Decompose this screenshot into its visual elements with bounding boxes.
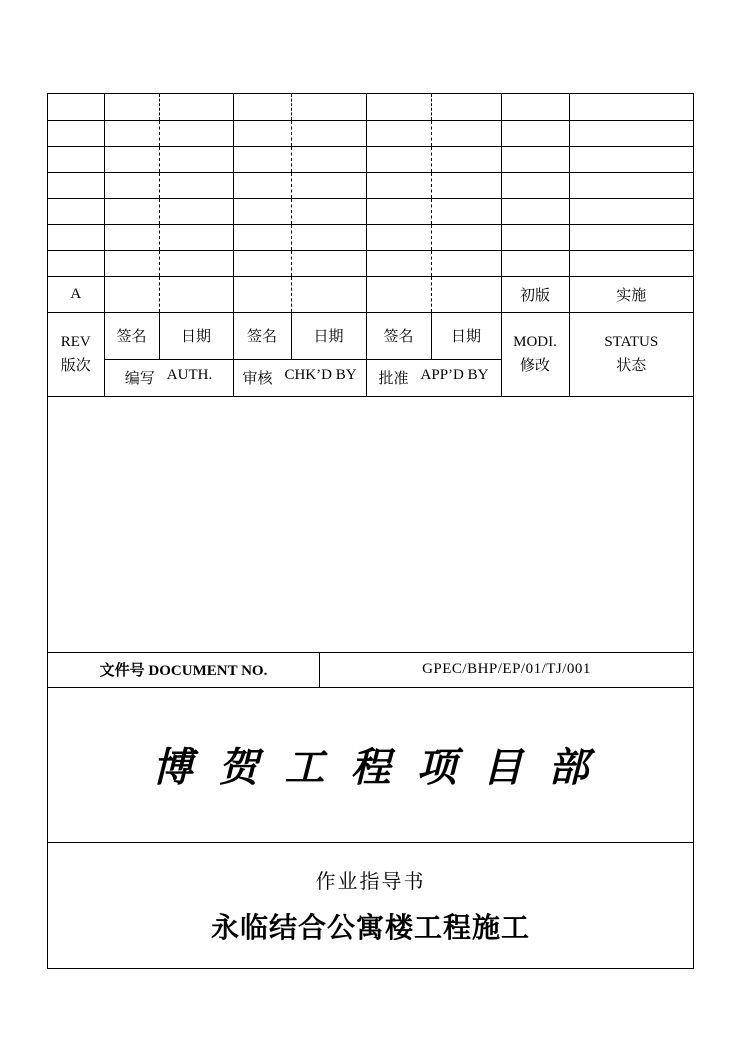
sign-header: 签名: [233, 312, 291, 359]
cover-sheet-frame: [47, 93, 694, 969]
empty-cell: [501, 198, 569, 224]
document-no-value: GPEC/BHP/EP/01/TJ/001: [422, 661, 591, 677]
empty-cell: [501, 224, 569, 250]
sign-header: 签名: [104, 312, 159, 359]
empty-cell: [233, 198, 291, 224]
date-header: 日期: [291, 312, 366, 359]
empty-cell: [291, 224, 366, 250]
empty-cell: [104, 224, 159, 250]
checker-label-en: CHK’D BY: [284, 367, 357, 383]
status-header-cell: [569, 312, 693, 396]
empty-cell: [501, 94, 569, 120]
empty-cell: [233, 146, 291, 172]
empty-revision-row: [48, 94, 693, 120]
empty-cell: [159, 172, 233, 198]
modi-header-cell: [501, 312, 569, 396]
status-label-en: STATUS: [604, 333, 659, 350]
empty-cell: [159, 276, 233, 312]
date-header: 日期: [431, 312, 501, 359]
empty-revision-rows: [48, 94, 693, 276]
empty-cell: [291, 172, 366, 198]
empty-cell: [569, 250, 693, 276]
modi-value-cell: 初版: [501, 276, 569, 312]
empty-cell: [569, 120, 693, 146]
empty-cell: [159, 94, 233, 120]
checker-header-cell: [233, 359, 366, 396]
empty-cell: [291, 94, 366, 120]
empty-cell: [431, 120, 501, 146]
blank-area: [48, 397, 693, 653]
empty-cell: [431, 146, 501, 172]
empty-cell: [569, 94, 693, 120]
empty-cell: [104, 120, 159, 146]
empty-cell: [48, 172, 104, 198]
document-no-label: 文件号 DOCUMENT NO.: [48, 653, 320, 687]
empty-cell: [501, 146, 569, 172]
document-subtitle: 作业指导书: [315, 870, 426, 893]
empty-cell: [291, 276, 366, 312]
author-header-cell: [104, 359, 233, 396]
empty-cell: [569, 198, 693, 224]
sign-header: 签名: [366, 312, 431, 359]
status-label-cn: 状态: [616, 357, 647, 374]
empty-cell: [431, 250, 501, 276]
empty-cell: [48, 224, 104, 250]
empty-cell: [159, 146, 233, 172]
empty-cell: [366, 172, 431, 198]
empty-cell: [431, 224, 501, 250]
document-no-row: [48, 653, 693, 688]
modi-label-cn: 修改: [519, 357, 550, 374]
empty-cell: [159, 198, 233, 224]
revision-table: [48, 94, 693, 397]
empty-revision-row: [48, 198, 693, 224]
empty-cell: [366, 146, 431, 172]
empty-revision-row: [48, 120, 693, 146]
revision-table-body: [48, 276, 693, 396]
empty-cell: [366, 276, 431, 312]
empty-cell: [291, 198, 366, 224]
empty-cell: [569, 146, 693, 172]
empty-cell: [159, 250, 233, 276]
date-header: 日期: [159, 312, 233, 359]
empty-cell: [291, 120, 366, 146]
author-label-cn: 编写: [124, 371, 155, 387]
empty-cell: [104, 172, 159, 198]
empty-cell: [48, 198, 104, 224]
empty-cell: [233, 120, 291, 146]
empty-cell: [233, 250, 291, 276]
rev-label-en: REV: [60, 333, 91, 350]
empty-cell: [104, 276, 159, 312]
empty-cell: [501, 172, 569, 198]
empty-cell: [431, 198, 501, 224]
empty-cell: [48, 94, 104, 120]
empty-cell: [48, 250, 104, 276]
checker-label-cn: 审核: [242, 371, 273, 387]
empty-revision-row: [48, 172, 693, 198]
empty-cell: [431, 94, 501, 120]
approver-label-en: APP’D BY: [420, 367, 489, 383]
revision-header-row-1: [48, 312, 693, 359]
approver-label-cn: 批准: [378, 371, 409, 387]
rev-value-cell: A: [48, 276, 104, 312]
empty-cell: [104, 94, 159, 120]
approver-header-cell: [366, 359, 501, 396]
document-title: 永临结合公寓楼工程施工: [210, 911, 530, 943]
empty-cell: [501, 250, 569, 276]
empty-cell: [233, 276, 291, 312]
empty-revision-row: [48, 250, 693, 276]
empty-cell: [104, 250, 159, 276]
empty-cell: [501, 120, 569, 146]
empty-cell: [291, 146, 366, 172]
empty-cell: [48, 146, 104, 172]
empty-cell: [233, 224, 291, 250]
empty-cell: [366, 250, 431, 276]
empty-cell: [291, 250, 366, 276]
empty-cell: [233, 172, 291, 198]
empty-cell: [366, 198, 431, 224]
empty-revision-row: [48, 146, 693, 172]
modi-label-en: MODI.: [513, 333, 557, 350]
empty-cell: [159, 224, 233, 250]
empty-cell: [104, 198, 159, 224]
empty-cell: [159, 120, 233, 146]
empty-cell: [569, 172, 693, 198]
empty-cell: [233, 94, 291, 120]
empty-revision-row: [48, 224, 693, 250]
empty-cell: [366, 120, 431, 146]
revision-row-a: [48, 276, 693, 312]
empty-cell: [431, 172, 501, 198]
rev-label-cn: 版次: [60, 357, 91, 374]
empty-cell: [569, 224, 693, 250]
empty-cell: [431, 276, 501, 312]
empty-cell: [366, 94, 431, 120]
title-block: [48, 843, 693, 970]
organization-name: 博贺工程项目部: [48, 688, 693, 843]
empty-cell: [104, 146, 159, 172]
author-label-en: AUTH.: [166, 367, 213, 383]
rev-header-cell: [48, 312, 104, 396]
empty-cell: [48, 120, 104, 146]
status-value-cell: 实施: [569, 276, 693, 312]
empty-cell: [366, 224, 431, 250]
